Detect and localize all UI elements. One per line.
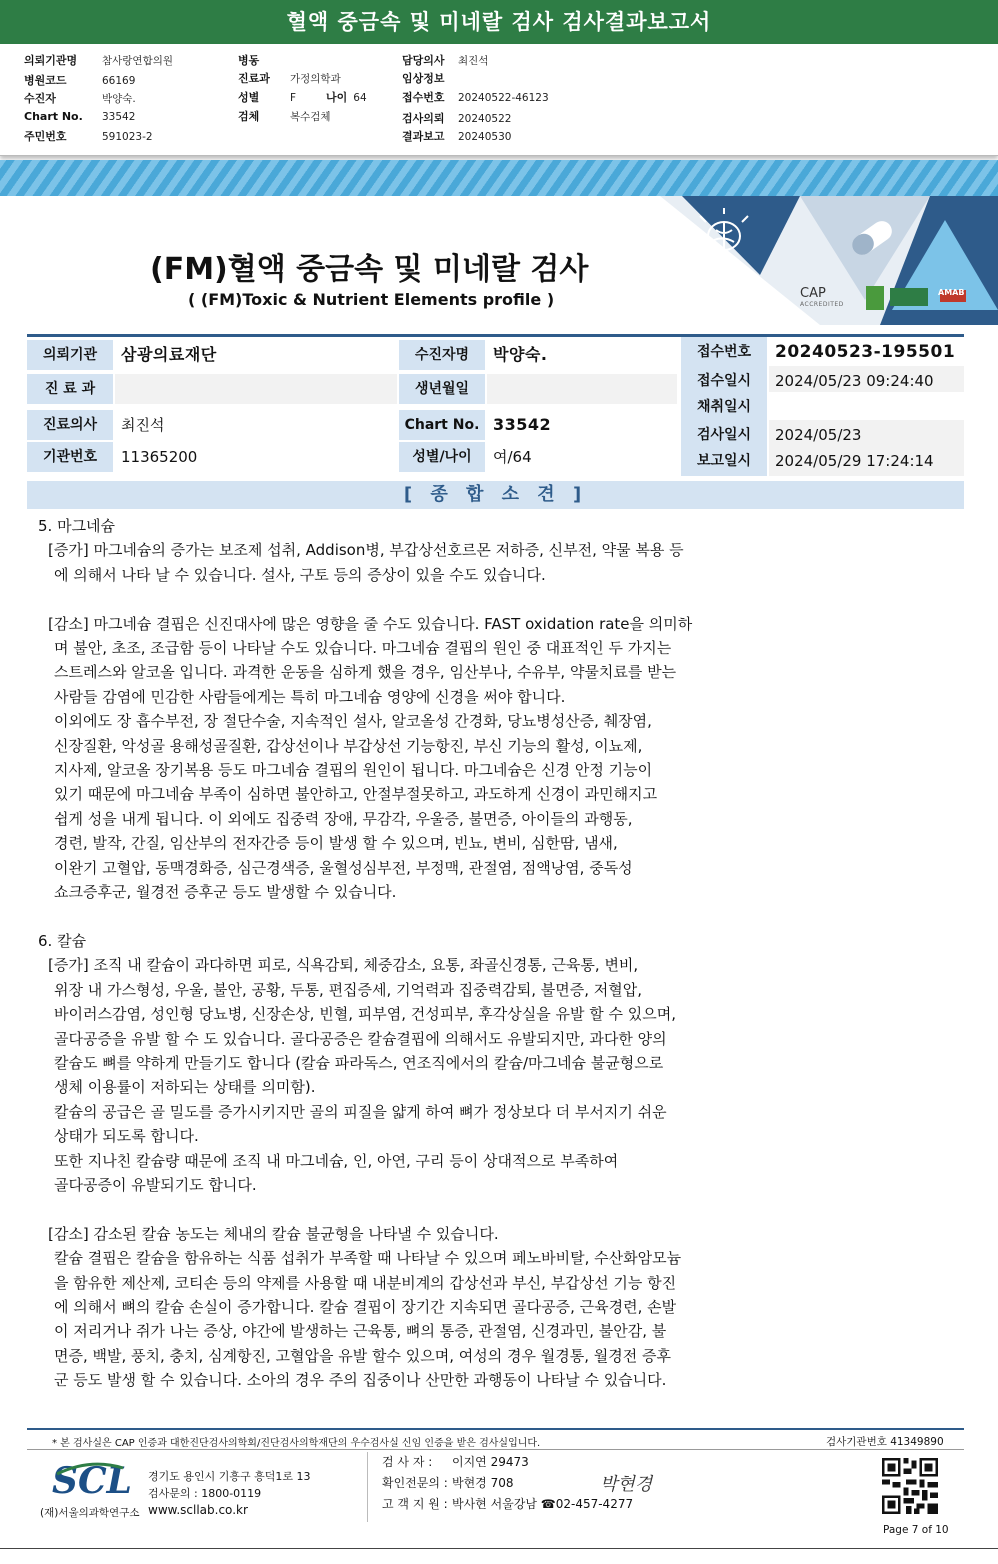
info-receipt-no: 접수번호 20240522-46123 <box>402 91 549 104</box>
info-age: 나이 64 <box>326 91 367 104</box>
footer-top-border <box>27 1428 964 1430</box>
footer-staff <box>382 1452 633 1515</box>
info-patient: 수진자 박양숙. <box>24 92 136 105</box>
info-department: 진료과 가정의학과 <box>238 72 341 85</box>
footer-divider <box>27 1449 964 1450</box>
text-line: 칼슘의 공급은 골 밀도를 증가시키지만 골의 피질을 얇게 하여 뼈가 정상보다 더 부서지기 쉬운 <box>54 1102 667 1121</box>
scl-logo: SCL <box>52 1460 132 1502</box>
text-line: 쇼크증후군, 월경전 증후군 등도 발생할 수 있습니다. <box>54 883 397 902</box>
tester-row: 검 사 자 : 이지연 29473 <box>382 1455 529 1469</box>
text-line: 신장질환, 악성골 용해성골질환, 갑상선이나 부갑상선 기능항진, 부신 기능의 활성, 이뇨제, <box>54 736 643 755</box>
text-line: 이외에도 장 흡수부전, 장 절단수술, 지속적인 설사, 알코올성 간경화, 당뇨병성산증, 췌장염, <box>54 712 652 731</box>
label-receipt-date: 접수일시 <box>681 366 767 396</box>
text-line: [감소] 마그네슘 결핍은 신진대사에 많은 영향을 줄 수도 있습니다. FAST oxidation rate을 의미하 <box>48 614 693 633</box>
address-line: 경기도 용인시 기흥구 흥덕1로 13 <box>148 1470 311 1483</box>
text-line: 이완기 고혈압, 동맥경화증, 심근경색증, 울혈성심부전, 부정맥, 관절염, 점액낭염, 중독성 <box>54 858 633 877</box>
test-subtitle: ( (FM)Toxic & Nutrient Elements profile ) <box>188 290 555 309</box>
info-chart-no: Chart No. 33542 <box>24 110 136 123</box>
info-sex: 성별 F <box>238 91 297 104</box>
summary-heading: [ 종 합 소 견 ] <box>27 481 964 509</box>
footer-accreditation-note: * 본 검사실은 CAP 인증과 대한진단검사의학회/진단검사의학재단의 우수검사실 신임 인증을 받은 검사실입니다. <box>52 1438 541 1449</box>
test-title: (FM)혈액 중금속 및 미네랄 검사 <box>150 252 589 287</box>
text-line: 생체 이용률이 저하되는 상태를 의미함). <box>54 1078 316 1097</box>
label-birth: 생년월일 <box>399 374 485 404</box>
value-collect-date <box>769 392 964 422</box>
text-line: 며 불안, 초조, 조급함 등이 나타날 수도 있습니다. 마그네슘 결핍의 원인 중 대표적인 두 가지는 <box>54 639 672 658</box>
text-line: 골다공증이 유발되기도 합니다. <box>54 1175 257 1194</box>
cap-logo: CAP ACCREDITED <box>800 286 844 308</box>
signature: 박현경 <box>600 1474 653 1495</box>
value-sex-age: 여/64 <box>487 442 677 472</box>
section-heading: 5. 마그네슘 <box>38 517 116 535</box>
value-chart-no: 33542 <box>487 410 677 440</box>
value-patient-name: 박양숙. <box>487 340 677 370</box>
label-receipt-no: 접수번호 <box>681 337 767 367</box>
text-line: 있기 때문에 마그네슘 부족이 심하면 불안하고, 안절부절못하고, 과도하게 신경이 과민해지고 <box>54 785 658 804</box>
info-doctor: 담당의사 최진석 <box>402 54 489 67</box>
text-line: 상태가 되도록 합니다. <box>54 1127 199 1146</box>
label-report-date: 보고일시 <box>681 446 767 476</box>
confirm-row: 확인전문의 : 박현경 708 <box>382 1476 514 1490</box>
page-bottom-border <box>0 1548 998 1549</box>
label-inst-no: 기관번호 <box>27 442 113 472</box>
label-institution: 의뢰기관 <box>27 340 113 370</box>
text-line: 군 등도 발생 할 수 있습니다. 소아의 경우 주의 집중이나 산만한 과행동이 나타날 수 있습니다. <box>54 1371 667 1390</box>
text-line: 을 함유한 제산제, 코티손 등의 약제를 사용할 때 내분비계의 갑상선과 부신, 부갑상선 기능 항진 <box>54 1273 677 1292</box>
text-line: 이 저리거나 쥐가 나는 증상, 야간에 발생하는 근육통, 뼈의 통증, 관절염, 신경과민, 불안감, 불 <box>54 1322 667 1341</box>
text-line: 칼슘도 뼈를 약하게 만들기도 합니다 (칼슘 파라독스, 연조직에서의 칼슘/마그네슘 불균형으로 <box>54 1053 664 1072</box>
text-line: 에 의해서 뼈의 칼슘 손실이 증가합니다. 칼슘 결핍이 장기간 지속되면 골다공증, 근육경련, 손발 <box>54 1297 677 1316</box>
text-line: [증가] 조직 내 칼슘이 과다하면 피로, 식욕감퇴, 체중감소, 요통, 좌골신경통, 근육통, 변비, <box>48 956 639 975</box>
text-line: 경련, 발작, 간질, 임산부의 전자간증 등이 발생 할 수 있으며, 빈뇨, 변비, 심한땀, 냄새, <box>54 834 618 853</box>
report-title: 혈액 중금속 및 미네랄 검사 검사결과보고서 <box>0 0 998 44</box>
label-department: 진 료 과 <box>27 374 113 404</box>
text-line: 스트레스와 알코올 입니다. 과격한 운동을 심하게 했을 경우, 임산부나, 수유부, 약물치료를 받는 <box>54 663 677 682</box>
paragraph-gap <box>38 587 798 611</box>
label-patient-name: 수진자명 <box>399 340 485 370</box>
value-institution: 삼광의료재단 <box>115 340 397 370</box>
scl-logo-swoosh <box>55 1462 125 1476</box>
inquiry-line: 검사문의 : 1800-0119 <box>148 1487 262 1500</box>
info-institution-name: 의뢰기관명 참사랑연합의원 <box>24 54 174 67</box>
scl-website[interactable]: www.scllab.co.kr <box>148 1503 248 1517</box>
section-heading: 6. 칼슘 <box>38 931 87 950</box>
info-request-date: 검사의뢰 20240522 <box>402 112 512 125</box>
info-clinical: 임상정보 <box>402 72 445 85</box>
value-report-date: 2024/05/29 17:24:14 <box>769 446 964 476</box>
summary-body <box>38 514 798 1393</box>
info-resident-no: 주민번호 591023-2 <box>24 130 153 143</box>
footer-vertical-divider <box>367 1452 368 1522</box>
text-line: 면증, 백발, 풍치, 충치, 심계항진, 고혈압을 유발 할수 있으며, 여성의 경우 월경통, 월경전 증후 <box>54 1346 672 1365</box>
order-info-block <box>0 44 998 156</box>
label-sex-age: 성별/나이 <box>399 442 485 472</box>
support-row: 고 객 지 원 : 박사현 서울강남 ☎02-457-4277 <box>382 1497 634 1511</box>
label-doctor: 진료의사 <box>27 410 113 440</box>
value-receipt-no: 20240523-195501 <box>769 337 964 367</box>
text-line: 칼슘 결핍은 칼슘을 함유하는 식품 섭취가 부족할 때 나타날 수 있으며 페노바비탈, 수산화암모늄 <box>54 1249 682 1268</box>
value-inst-no: 11365200 <box>115 442 397 472</box>
label-chart-no: Chart No. <box>399 410 485 440</box>
footer-lab-number: 검사기관번호 41349890 <box>826 1436 944 1448</box>
label-collect-date: 채취일시 <box>681 392 767 422</box>
amab-logo: AMAB <box>938 288 965 297</box>
page-number: Page 7 of 10 <box>883 1524 949 1536</box>
label-test-date: 검사일시 <box>681 420 767 450</box>
text-line: [감소] 감소된 칼슘 농도는 체내의 칼슘 불균형을 나타낼 수 있습니다. <box>48 1224 499 1243</box>
text-line: 에 의해서 나타 날 수 있습니다. 설사, 구토 등의 증상이 있을 수도 있습니다. <box>54 565 546 584</box>
text-line: 위장 내 가스형성, 우울, 불안, 공황, 두통, 편집증세, 기억력과 집중력감퇴, 불면증, 저혈압, <box>54 980 643 999</box>
text-line: 바이러스감염, 성인형 당뇨병, 신장손상, 빈혈, 피부염, 건성피부, 후각상실을 유발 할 수 있으며, <box>54 1005 676 1024</box>
text-line: [증가] 마그네슘의 증가는 보조제 섭취, Addison병, 부갑상선호르몬 저하증, 신부전, 약물 복용 등 <box>48 541 684 560</box>
text-line: 사람들 감염에 민감한 사람들에게는 특히 마그네슘 영양에 신경을 써야 합니다. <box>54 687 566 706</box>
scl-address <box>148 1468 311 1502</box>
value-receipt-date: 2024/05/23 09:24:40 <box>769 366 964 396</box>
text-line: 쉽게 성을 내게 됩니다. 이 외에도 집중력 장애, 무감각, 우울증, 불면증, 아이들의 과행동, <box>54 809 633 828</box>
qr-code-icon <box>882 1458 938 1514</box>
info-ward: 병동 <box>238 54 260 67</box>
scl-organization: (재)서울의과학연구소 <box>40 1507 140 1519</box>
info-specimen: 검체 복수검체 <box>238 110 331 123</box>
text-line: 지사제, 알코올 장기복용 등도 마그네슘 결핍의 원인이 됩니다. 마그네슘은 신경 안정 기능이 <box>54 761 653 780</box>
value-doctor: 최진석 <box>115 410 397 440</box>
paragraph-gap <box>38 1197 798 1221</box>
value-department <box>115 374 397 404</box>
value-test-date: 2024/05/23 <box>769 420 964 450</box>
paragraph-gap <box>38 904 798 928</box>
info-report-date: 결과보고 20240530 <box>402 130 512 143</box>
value-birth <box>487 374 677 404</box>
text-line: 또한 지나친 칼슘량 때문에 조직 내 마그네슘, 인, 아연, 구리 등이 상대적으로 부족하여 <box>54 1151 619 1170</box>
info-hospital-code: 병원코드 66169 <box>24 74 136 87</box>
text-line: 골다공증을 유발 할 수 도 있습니다. 골다공증은 칼슘결핍에 의해서도 유발되지만, 과다한 양의 <box>54 1029 667 1048</box>
